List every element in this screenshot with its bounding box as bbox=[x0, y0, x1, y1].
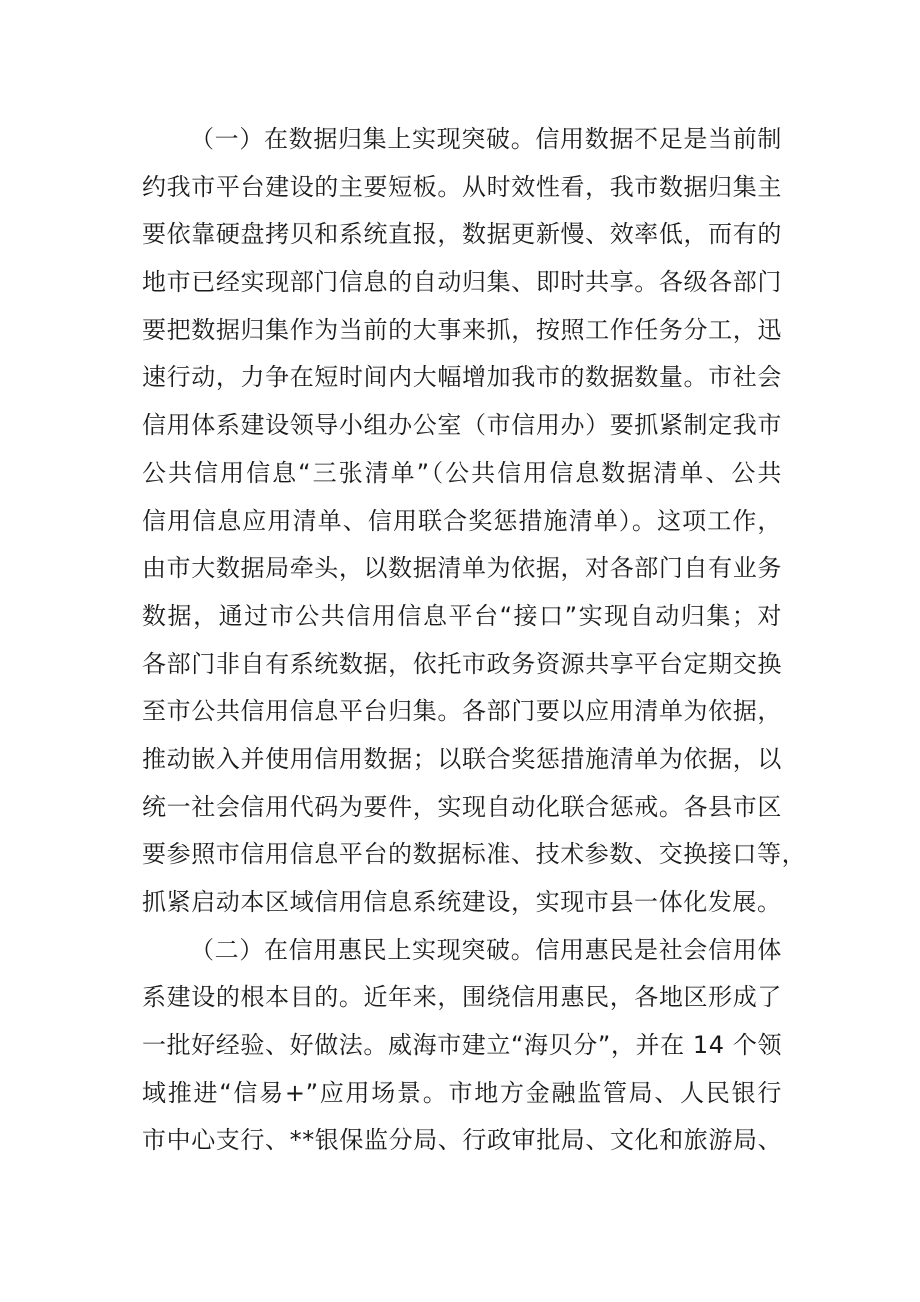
text-line: 市中心支行、**银保监分局、行政审批局、文化和旅游局、 bbox=[142, 1126, 783, 1155]
text-line: （一）在数据归集上实现突破。信用数据不足是当前制 bbox=[190, 125, 782, 153]
text-line: 公共信用信息“三张清单”（公共信用信息数据清单、公共 bbox=[142, 458, 782, 487]
text-line: 抓紧启动本区域信用信息系统建设，实现市县一体化发展。 bbox=[142, 888, 782, 916]
text-line: 要依靠硬盘拷贝和系统直报，数据更新慢、效率低，而有的 bbox=[142, 220, 782, 249]
paragraph-data-collection bbox=[142, 116, 807, 927]
text-line: 统一社会信用代码为要件，实现自动化联合惩戒。各县市区 bbox=[142, 792, 782, 821]
text-line: 数据，通过市公共信用信息平台“接口”实现自动归集；对 bbox=[142, 601, 782, 630]
text-line: 信用体系建设领导小组办公室（市信用办）要抓紧制定我市 bbox=[142, 411, 782, 440]
text-line: 地市已经实现部门信息的自动归集、即时共享。各级各部门 bbox=[142, 268, 782, 297]
text-line: 一批好经验、好做法。威海市建立“海贝分”，并在 14 个领 bbox=[142, 1031, 783, 1060]
text-line: （二）在信用惠民上实现突破。信用惠民是社会信用体 bbox=[190, 935, 782, 964]
text-line: 要把数据归集作为当前的大事来抓，按照工作任务分工，迅 bbox=[142, 315, 782, 344]
text-line: 至市公共信用信息平台归集。各部门要以应用清单为依据， bbox=[142, 697, 782, 726]
text-line: 推动嵌入并使用信用数据；以联合奖惩措施清单为依据，以 bbox=[142, 744, 782, 773]
text-line: 域推进“信易+”应用场景。市地方金融监管局、人民银行 bbox=[142, 1078, 782, 1107]
document-body bbox=[142, 116, 807, 1165]
text-line: 系建设的根本目的。近年来，围绕信用惠民，各地区形成了 bbox=[142, 983, 782, 1012]
paragraph-credit-benefits bbox=[142, 927, 782, 1165]
text-line: 由市大数据局牵头，以数据清单为依据，对各部门自有业务 bbox=[142, 554, 782, 583]
text-line: 各部门非自有系统数据，依托市政务资源共享平台定期交换 bbox=[142, 649, 782, 678]
text-line: 信用信息应用清单、信用联合奖惩措施清单）。这项工作， bbox=[142, 506, 782, 535]
text-line: 要参照市信用信息平台的数据标准、技术参数、交换接口等， bbox=[142, 840, 807, 869]
text-line: 约我市平台建设的主要短板。从时效性看，我市数据归集主 bbox=[142, 172, 782, 201]
text-line: 速行动，力争在短时间内大幅增加我市的数据数量。市社会 bbox=[142, 363, 782, 392]
